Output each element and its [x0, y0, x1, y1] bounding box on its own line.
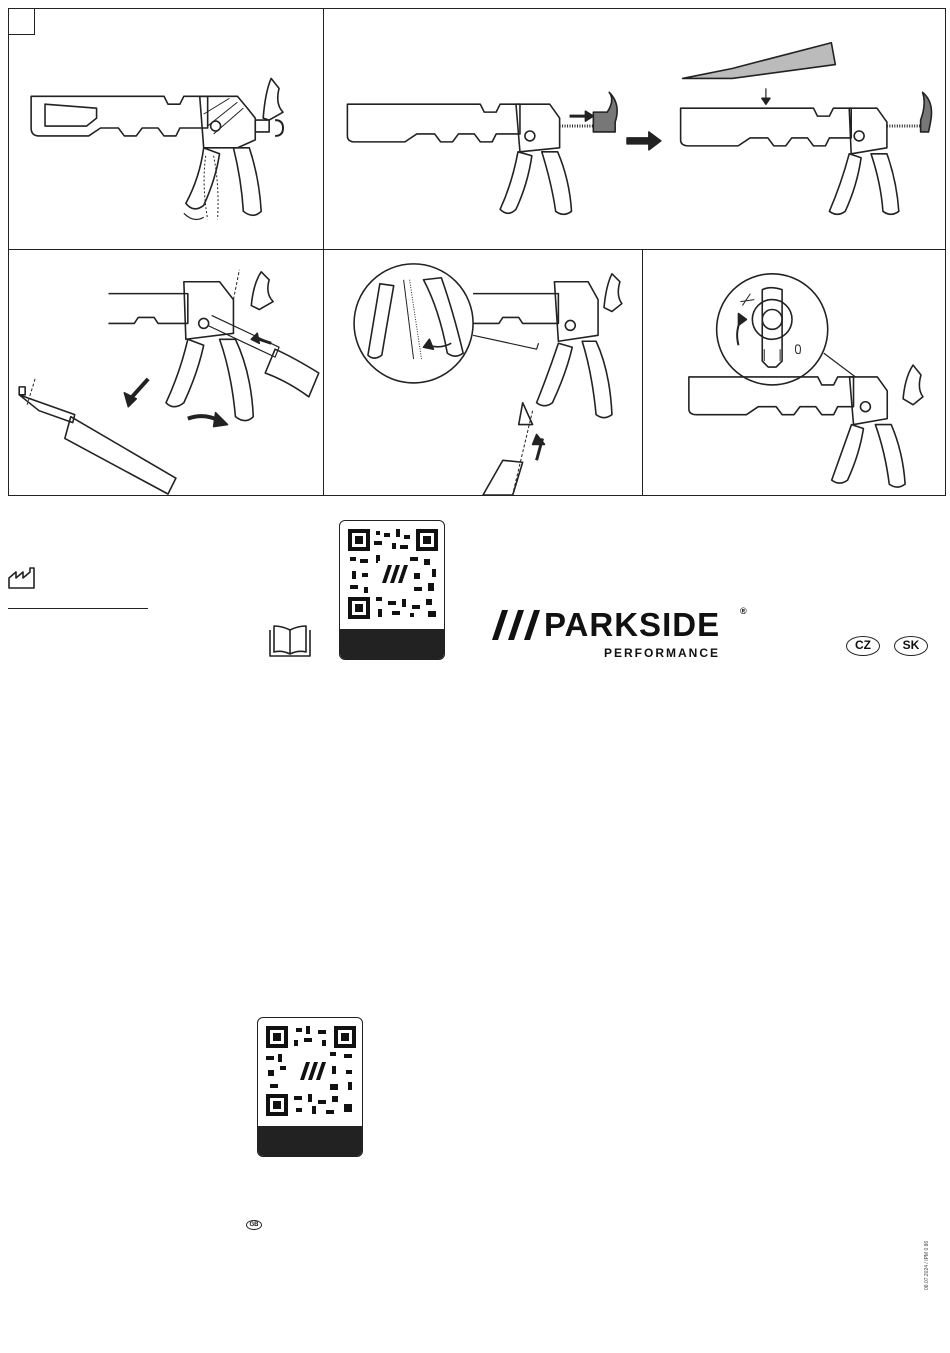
- qr-code-bottom[interactable]: [257, 1017, 363, 1157]
- brand-name: PARKSIDE: [544, 606, 721, 643]
- brand-logo: [490, 606, 752, 662]
- caulking-gun-release-lever-icon: [9, 9, 323, 249]
- language-badge-sk: SK: [894, 636, 928, 656]
- factory-icon: [8, 566, 36, 590]
- qr-code-icon: [348, 529, 438, 619]
- qr-band: [340, 629, 444, 659]
- illustration-grid: [8, 8, 946, 496]
- brand-subline: PERFORMANCE: [604, 646, 721, 660]
- panel-seal-puncture: [323, 249, 643, 496]
- caulking-gun-drip-stop-icon: [643, 250, 945, 495]
- brand-registered-mark: ®: [740, 606, 747, 616]
- qr-code-top[interactable]: [339, 520, 445, 660]
- divider-line: [8, 608, 148, 609]
- qr-code-icon: [266, 1026, 356, 1116]
- book-icon: [268, 624, 312, 660]
- language-badge-cz: CZ: [846, 636, 880, 656]
- language-badge-gb: GB: [246, 1220, 262, 1230]
- parkside-slashes-icon: [490, 610, 542, 640]
- caulking-gun-seal-puncture-icon: [324, 250, 642, 495]
- footer-document-code: 08.07.2024 / IPM 0 86: [924, 1240, 930, 1290]
- panel-cut-nozzle: [8, 249, 324, 496]
- caulking-gun-pull-plunger-icon: [324, 9, 945, 249]
- qr-band: [258, 1126, 362, 1156]
- caulking-gun-cut-nozzle-icon: [9, 250, 323, 495]
- panel-pull-plunger: [323, 8, 946, 250]
- panel-release-lever: [8, 8, 324, 250]
- panel-drip-stop: [642, 249, 946, 496]
